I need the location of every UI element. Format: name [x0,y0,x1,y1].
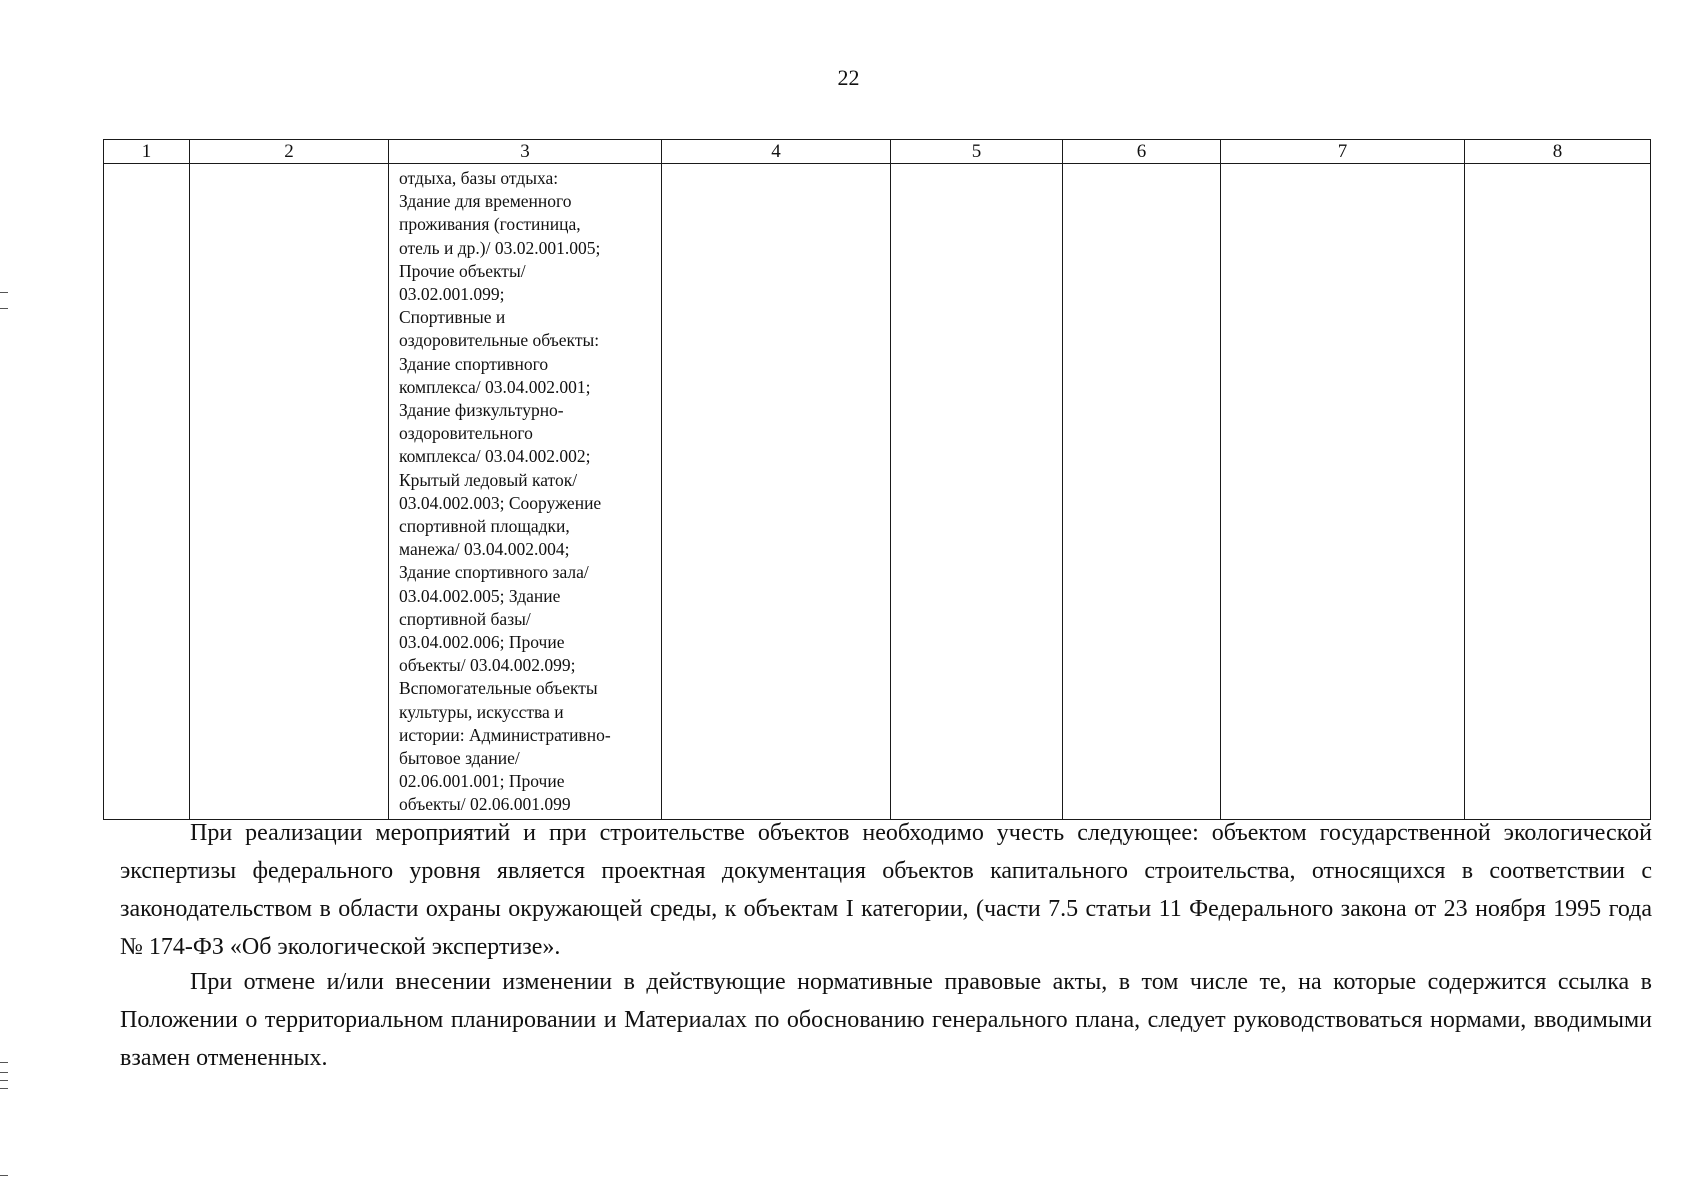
table-cell-col6 [1063,164,1221,820]
column-header-6: 6 [1063,140,1221,164]
table-cell-col3 [389,164,662,820]
column-header-5: 5 [891,140,1063,164]
body-paragraph-normative-acts: При отмене и/или внесении изменении в действующие нормативные правовые акты, в том числе те, на которые содержится ссылка в Положении о территориальном планировании и Материалах по обоснованию генерального плана, следует руководствоваться нормами, вводимыми взамен отмененных. [120,969,1652,1071]
table-cell-col1 [104,164,190,820]
scan-edge-mark [0,1088,8,1089]
objects-table [103,139,1651,820]
scan-edge-mark [0,1175,8,1176]
column-header-8: 8 [1465,140,1651,164]
table-cell-col7 [1221,164,1465,820]
page-number: 22 [837,65,860,90]
column-header-4: 4 [662,140,891,164]
table-row [104,164,1651,820]
objects-list-text: отдыха, базы отдыха: Здание для временного проживания (гостиница, отель и др.)/ 03.02.001.005; Прочие объекты/ 03.02.001.099; Спортивные и оздоровительные объекты: Здание спортивного комплекса/ 03.04.002.001; Здание физкультурно- оздоровительного комплекса/ 03.04.002.002; Крытый ледовый каток/ 03.04.002.003; Сооружение спортивной площадки, манежа/ 03.04.002.004; Здание спортивного зала/ 03.04.002.005; Здание спортивной базы/ 03.04.002.006; Прочие объекты/ 03.04.002.099; Вспомогательные объекты культуры, искусства и истории: Административно- бытовое здание/ 02.06.001.001; Прочие объекты/ 02.06.001.099 [399,168,611,815]
scan-edge-mark [0,1072,8,1073]
column-header-7: 7 [1221,140,1465,164]
table-cell-col2 [190,164,389,820]
scan-edge-mark [0,1062,8,1063]
body-paragraph-expertise: При реализации мероприятий и при строительстве объектов необходимо учесть следующее: объектом государственной экологической экспертизы федерального уровня является проектная документация объектов капитального строительства, относящихся в соответствии с законодательством в области охраны окружающей среды, к объектам I категории, (части 7.5 статьи 11 Федерального закона от 23 ноября 1995 года № 174-ФЗ «Об экологической экспертизе». [120,820,1652,960]
table-header-row [104,140,1651,164]
scan-edge-mark [0,292,8,293]
table-cell-col4 [662,164,891,820]
scan-edge-mark [0,308,8,309]
column-header-1: 1 [104,140,190,164]
column-header-3: 3 [389,140,662,164]
table-cell-col8 [1465,164,1651,820]
scan-edge-mark [0,1080,8,1081]
table-cell-col5 [891,164,1063,820]
column-header-2: 2 [190,140,389,164]
